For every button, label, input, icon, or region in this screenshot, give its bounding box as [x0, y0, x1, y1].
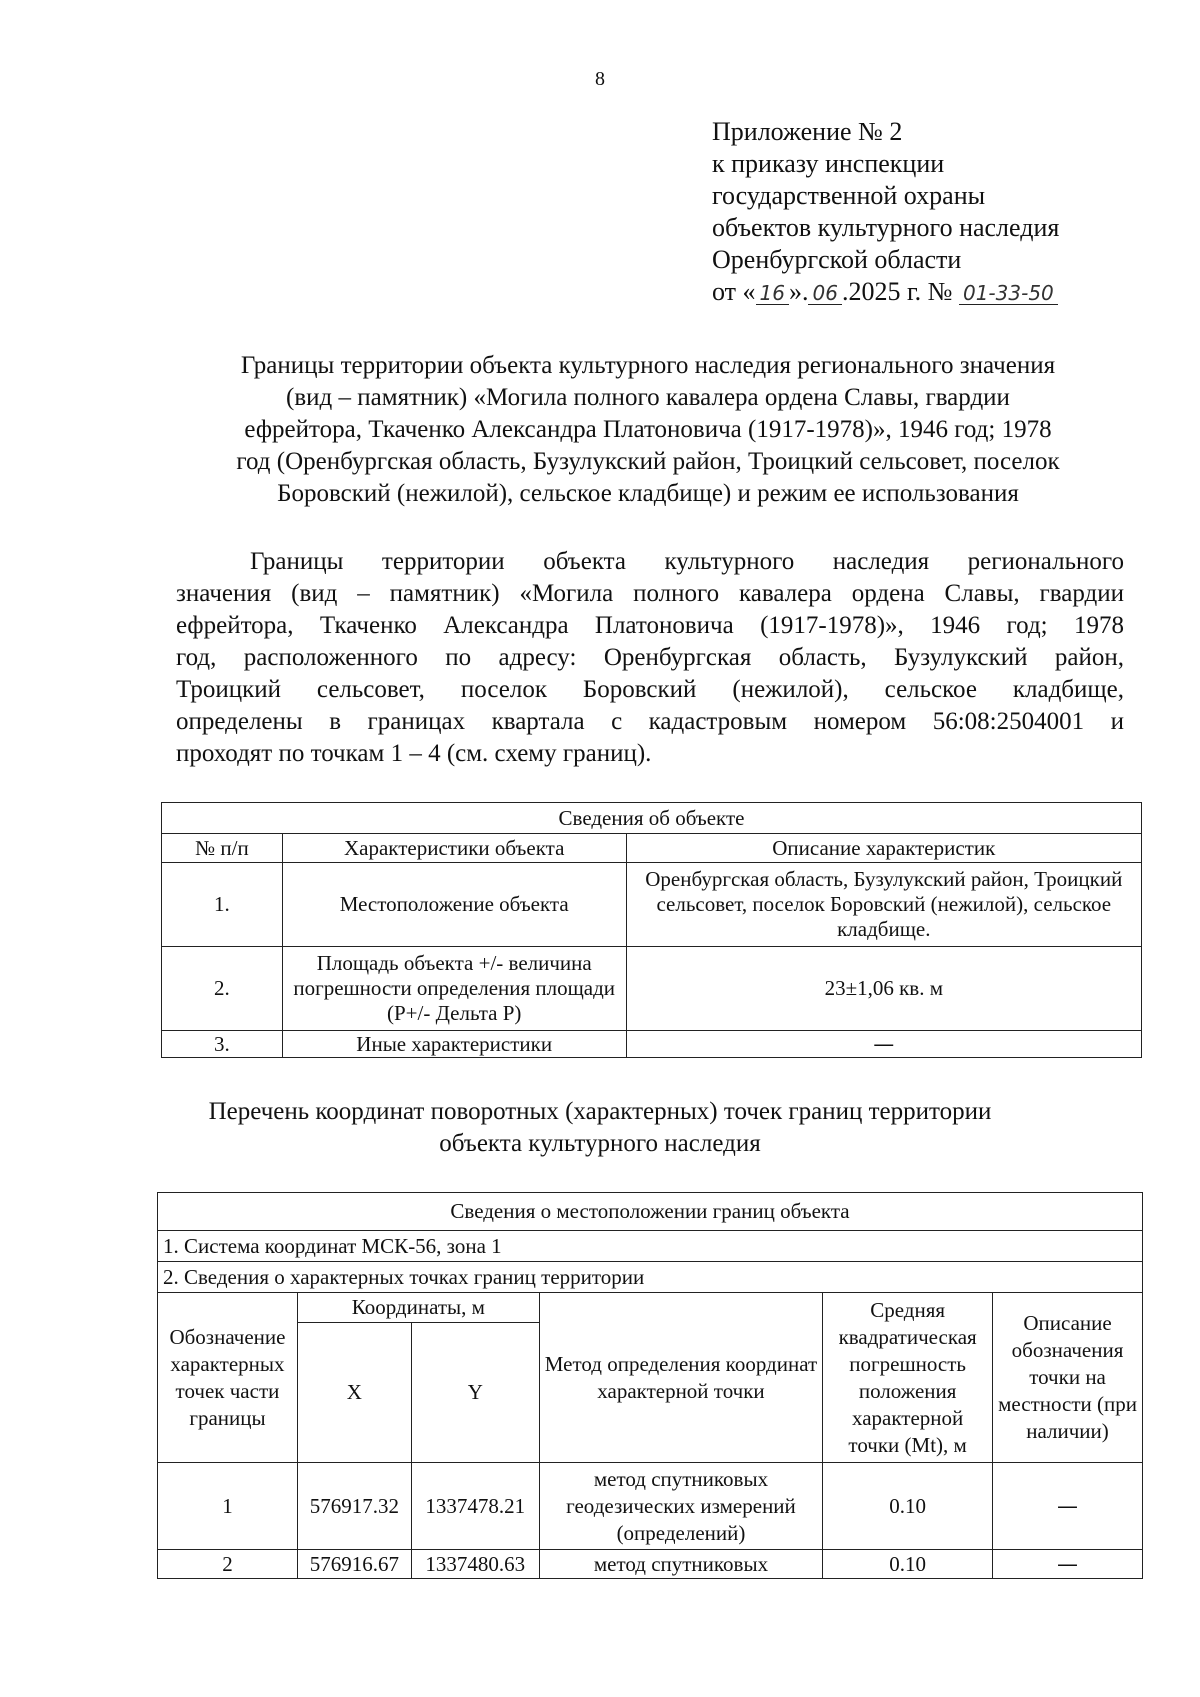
point-number: 2 — [158, 1550, 298, 1579]
title-line: Границы территории объекта культурного наследия регионального значения — [240, 352, 1056, 379]
point-description: — — [993, 1550, 1143, 1579]
table-row — [158, 1463, 1143, 1550]
point-x: 576916.67 — [297, 1550, 411, 1579]
object-table-caption: Сведения об объекте — [162, 803, 1142, 834]
table-row — [162, 863, 1142, 947]
header-error: Средняя квадратическая погрешность положения характерной точки (Mt), м — [823, 1293, 993, 1463]
coordinate-system: 1. Система координат МСК-56, зона 1 — [158, 1231, 1143, 1262]
header-y: Y — [411, 1323, 539, 1463]
header-designation: Обозначение характерных точек части границы — [158, 1293, 298, 1463]
header-coordinates: Координаты, м — [297, 1293, 539, 1323]
paragraph-line: ефрейтора, Ткаченко Александра Платоновича (1917-1978)», 1946 год; 1978 — [176, 612, 1124, 639]
paragraph-line: Троицкий сельсовет, поселок Боровский (нежилой), сельское кладбище, — [176, 676, 1124, 703]
date-year: .2025 г. № — [841, 277, 953, 306]
appendix-date-line — [712, 276, 1059, 308]
appendix-line: объектов культурного наследия — [712, 213, 1060, 242]
row-number: 1. — [162, 863, 283, 947]
point-method: метод спутниковых геодезических измерений (определений) — [539, 1463, 822, 1550]
page-number: 8 — [595, 68, 605, 90]
row-characteristic: Иные характеристики — [282, 1031, 626, 1058]
title-line: (вид – памятник) «Могила полного кавалера ордена Славы, гвардии — [286, 384, 1010, 411]
paragraph-line: Границы территории объекта культурного наследия регионального — [250, 548, 1124, 575]
subtitle-line: Перечень координат поворотных (характерных) точек границ территории — [208, 1098, 992, 1125]
document-title — [172, 350, 1124, 510]
row-description: — — [626, 1031, 1141, 1058]
point-method: метод спутниковых — [539, 1550, 822, 1579]
row-description: 23±1,06 кв. м — [626, 947, 1141, 1031]
row-number: 2. — [162, 947, 283, 1031]
date-month: 06 — [808, 282, 841, 305]
table-row — [158, 1550, 1143, 1579]
coordinates-table — [157, 1192, 1143, 1579]
coords-table-caption: Сведения о местоположении границ объекта — [158, 1193, 1143, 1231]
date-day: 16 — [756, 282, 789, 305]
paragraph-line: значения (вид – памятник) «Могила полного кавалера ордена Славы, гвардии — [176, 580, 1124, 607]
title-line: ефрейтора, Ткаченко Александра Платоновича (1917-1978)», 1946 год; 1978 — [244, 416, 1052, 443]
header-method: Метод определения координат характерной точки — [539, 1293, 822, 1463]
point-y: 1337478.21 — [411, 1463, 539, 1550]
point-error: 0.10 — [823, 1550, 993, 1579]
title-line: Боровский (нежилой), сельское кладбище) и режим ее использования — [277, 480, 1019, 507]
table-row — [162, 947, 1142, 1031]
object-table-header: Описание характеристик — [626, 834, 1141, 863]
point-description: — — [993, 1463, 1143, 1550]
title-line: год (Оренбургская область, Бузулукский район, Троицкий сельсовет, поселок — [236, 448, 1060, 475]
row-characteristic: Площадь объекта +/- величина погрешности определения площади (P+/- Дельта P) — [282, 947, 626, 1031]
object-table-header: № п/п — [162, 834, 283, 863]
appendix-line: Оренбургской области — [712, 245, 962, 274]
table-row — [162, 1031, 1142, 1058]
row-characteristic: Местоположение объекта — [282, 863, 626, 947]
appendix-line: государственной охраны — [712, 181, 986, 210]
point-y: 1337480.63 — [411, 1550, 539, 1579]
point-number: 1 — [158, 1463, 298, 1550]
appendix-line: Приложение № 2 — [712, 117, 903, 146]
header-x: X — [297, 1323, 411, 1463]
row-description: Оренбургская область, Бузулукский район, Троицкий сельсовет, поселок Боровский (нежилой), сельское кладбище. — [626, 863, 1141, 947]
row-number: 3. — [162, 1031, 283, 1058]
body-paragraph — [176, 546, 1124, 770]
header-description: Описание обозначения точки на местности (при наличии) — [993, 1293, 1143, 1463]
paragraph-line: проходят по точкам 1 – 4 (см. схему границ). — [176, 740, 652, 767]
order-number: 01-33-50 — [959, 282, 1058, 305]
point-x: 576917.32 — [297, 1463, 411, 1550]
point-error: 0.10 — [823, 1463, 993, 1550]
coordinates-title — [0, 1096, 1200, 1160]
date-mid: ». — [788, 277, 809, 306]
points-info: 2. Сведения о характерных точках границ территории — [158, 1262, 1143, 1293]
subtitle-line: объекта культурного наследия — [439, 1130, 761, 1157]
date-prefix: от « — [712, 277, 756, 306]
object-table-header: Характеристики объекта — [282, 834, 626, 863]
appendix-line: к приказу инспекции — [712, 149, 945, 178]
object-info-table — [161, 802, 1142, 1058]
appendix-block — [712, 116, 1059, 308]
paragraph-line: год, расположенного по адресу: Оренбургская область, Бузулукский район, — [176, 644, 1124, 671]
paragraph-line: определены в границах квартала с кадастровым номером 56:08:2504001 и — [176, 708, 1124, 735]
